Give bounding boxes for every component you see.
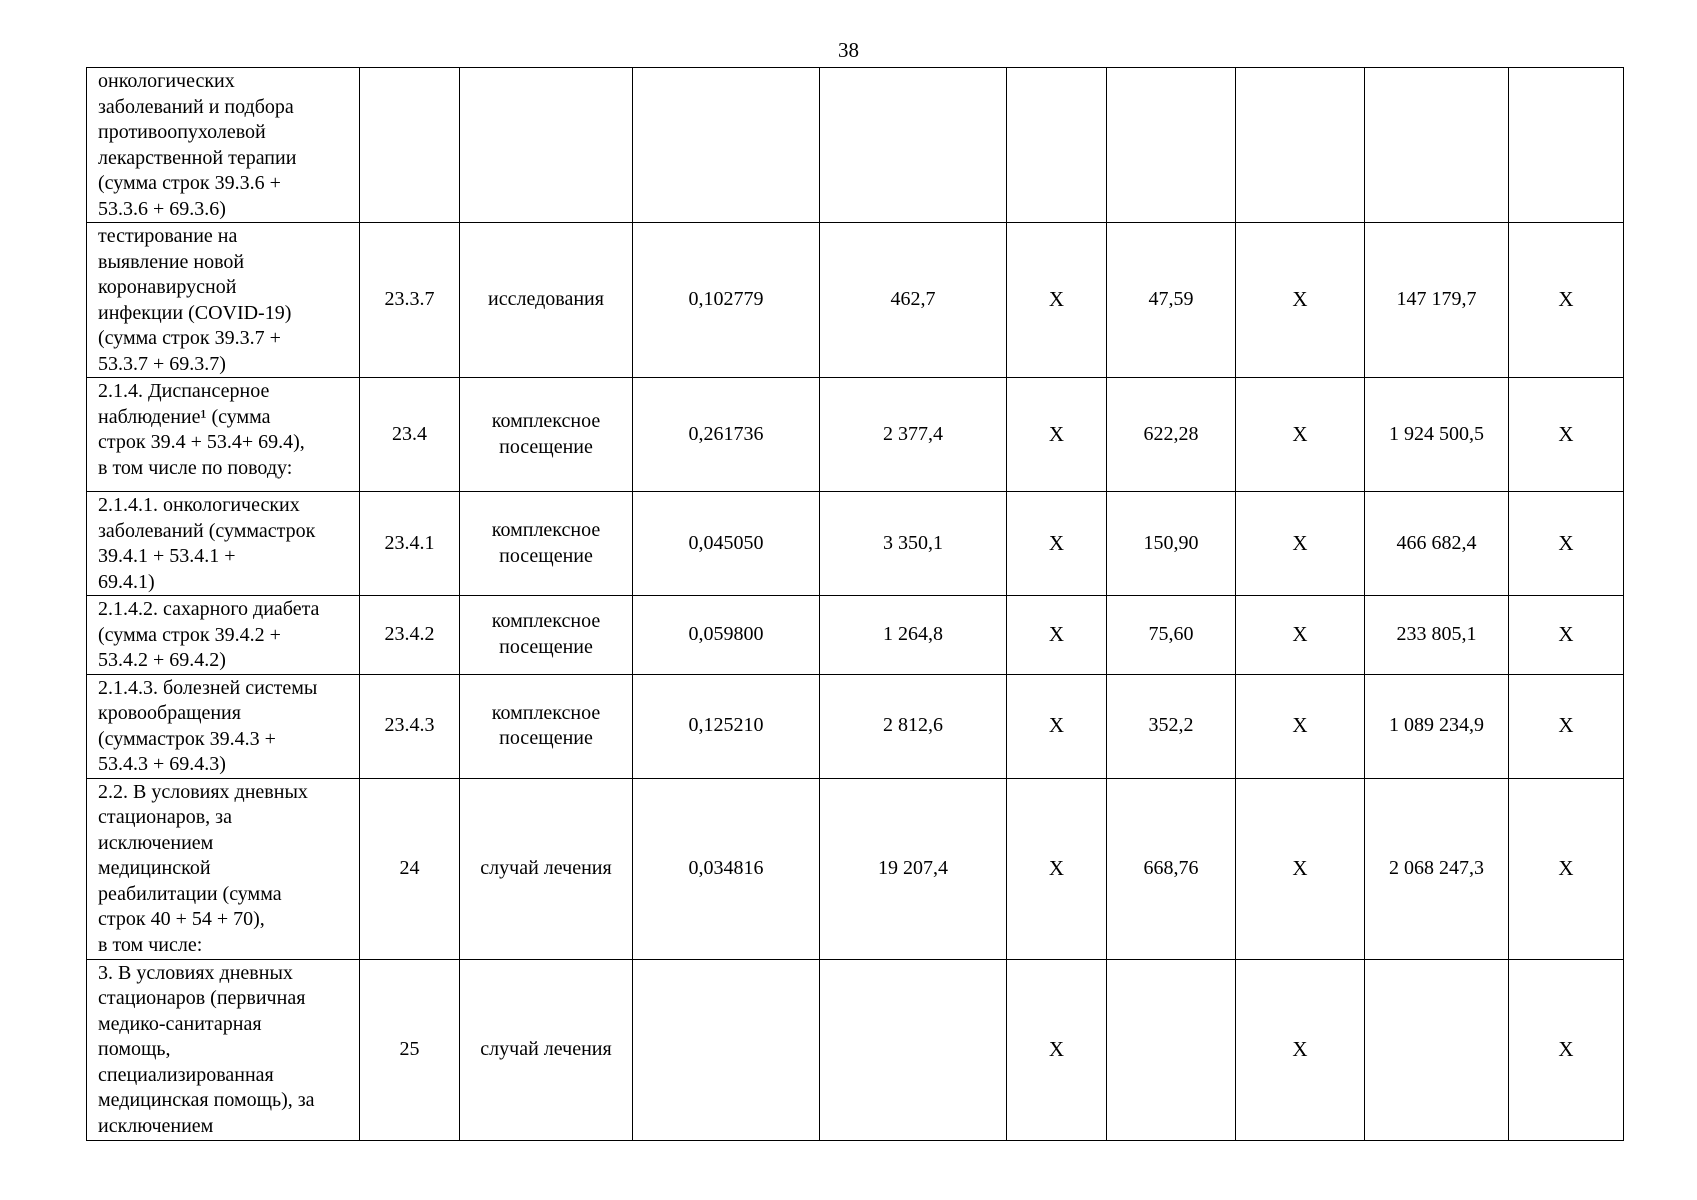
row-col8: X	[1236, 959, 1365, 1140]
row-unit	[460, 68, 633, 223]
description-line: инфекции (COVID-19)	[98, 301, 292, 324]
row-code	[360, 68, 460, 223]
description-line: онкологических	[98, 70, 235, 92]
row-code: 23.4.3	[360, 674, 460, 778]
description-line: реабилитации (сумма	[98, 882, 282, 905]
description-line: наблюдение¹ (сумма	[98, 405, 271, 428]
row-norm: 0,125210	[633, 674, 820, 778]
row-description	[87, 492, 360, 596]
row-unit	[460, 596, 633, 675]
row-col6: X	[1007, 778, 1107, 959]
description-line: специализированная	[98, 1063, 274, 1086]
description-line: строк 40 + 54 + 70),	[98, 908, 265, 930]
row-col8: X	[1236, 778, 1365, 959]
row-description	[87, 959, 360, 1140]
row-description	[87, 596, 360, 675]
row-col7: 47,59	[1107, 223, 1236, 378]
row-code: 23.4.2	[360, 596, 460, 675]
row-unit	[460, 959, 633, 1140]
row-col8: X	[1236, 674, 1365, 778]
table-row	[87, 674, 1624, 778]
description-line: коронавирусной	[98, 276, 237, 298]
row-description	[87, 223, 360, 378]
row-col7	[1107, 959, 1236, 1140]
row-unit	[460, 223, 633, 378]
row-description	[87, 68, 360, 223]
row-cost: 19 207,4	[820, 778, 1007, 959]
row-col8: X	[1236, 223, 1365, 378]
description-line: 53.3.6 + 69.3.6)	[98, 197, 226, 220]
row-cost: 462,7	[820, 223, 1007, 378]
row-col6: X	[1007, 223, 1107, 378]
row-col10: X	[1509, 378, 1624, 492]
row-norm: 0,059800	[633, 596, 820, 675]
description-line: заболеваний (суммастрок	[98, 519, 316, 542]
row-col8: X	[1236, 492, 1365, 596]
row-col6: X	[1007, 378, 1107, 492]
row-description	[87, 378, 360, 492]
table-row	[87, 378, 1624, 492]
row-unit	[460, 674, 633, 778]
unit-line: исследования	[488, 288, 604, 311]
row-col9: 147 179,7	[1365, 223, 1509, 378]
row-col7: 622,28	[1107, 378, 1236, 492]
row-code: 23.3.7	[360, 223, 460, 378]
row-cost: 2 812,6	[820, 674, 1007, 778]
description-line: 3. В условиях дневных	[98, 961, 293, 984]
description-line: (сумма строк 39.3.6 +	[98, 172, 281, 194]
description-line: 39.4.1 + 53.4.1 +	[98, 545, 236, 567]
row-col10: X	[1509, 778, 1624, 959]
description-line: медицинской	[98, 857, 211, 879]
page-number: 38	[838, 38, 859, 62]
row-norm: 0,045050	[633, 492, 820, 596]
row-col10: X	[1509, 959, 1624, 1140]
row-col6	[1007, 68, 1107, 223]
table-row	[87, 959, 1624, 1140]
unit-line: комплексное	[491, 610, 601, 633]
description-line: исключением	[98, 1114, 214, 1137]
unit-line: комплексное	[491, 701, 601, 724]
row-col10: X	[1509, 492, 1624, 596]
description-line: 53.4.2 + 69.4.2)	[98, 649, 226, 671]
row-col10: X	[1509, 596, 1624, 675]
row-col8: X	[1236, 596, 1365, 675]
unit-line: комплексное	[491, 410, 601, 432]
row-col8	[1236, 68, 1365, 223]
description-line: 2.2. В условиях дневных	[98, 780, 308, 803]
row-col7	[1107, 68, 1236, 223]
row-col7: 75,60	[1107, 596, 1236, 675]
row-col6: X	[1007, 959, 1107, 1140]
description-line: 2.1.4.3. болезней системы	[98, 676, 318, 699]
row-col9: 1 924 500,5	[1365, 378, 1509, 492]
row-col10: X	[1509, 223, 1624, 378]
row-col6: X	[1007, 674, 1107, 778]
description-line: 2.1.4. Диспансерное	[98, 380, 270, 402]
table-row	[87, 68, 1624, 223]
row-code: 24	[360, 778, 460, 959]
row-norm: 0,034816	[633, 778, 820, 959]
description-line: заболеваний и подбора	[98, 95, 294, 118]
description-line: стационаров, за	[98, 806, 232, 828]
row-cost: 2 377,4	[820, 378, 1007, 492]
unit-line: посещение	[499, 635, 593, 658]
row-col9: 233 805,1	[1365, 596, 1509, 675]
data-table	[86, 67, 1624, 1141]
description-line: медицинская помощь), за	[98, 1089, 315, 1111]
row-code: 25	[360, 959, 460, 1140]
description-line: 2.1.4.2. сахарного диабета	[98, 598, 320, 620]
description-line: лекарственной терапии	[98, 146, 297, 169]
row-norm	[633, 959, 820, 1140]
row-description	[87, 778, 360, 959]
row-cost	[820, 959, 1007, 1140]
unit-line: посещение	[499, 544, 593, 567]
table-row	[87, 596, 1624, 675]
row-col7: 150,90	[1107, 492, 1236, 596]
row-cost: 3 350,1	[820, 492, 1007, 596]
row-norm: 0,261736	[633, 378, 820, 492]
description-line: строк 39.4 + 53.4+ 69.4),	[98, 431, 305, 453]
row-col8: X	[1236, 378, 1365, 492]
row-unit	[460, 778, 633, 959]
description-line: помощь,	[98, 1038, 171, 1060]
unit-line: посещение	[499, 727, 593, 749]
description-line: (суммастрок 39.4.3 +	[98, 727, 276, 750]
row-col10: X	[1509, 674, 1624, 778]
description-line: исключением	[98, 831, 214, 854]
description-line: в том числе:	[98, 933, 203, 956]
row-col7: 352,2	[1107, 674, 1236, 778]
table-row	[87, 492, 1624, 596]
row-cost	[820, 68, 1007, 223]
description-line: выявление новой	[98, 250, 245, 273]
unit-line: посещение	[499, 435, 593, 458]
row-norm	[633, 68, 820, 223]
row-unit	[460, 492, 633, 596]
description-line: в том числе по поводу:	[98, 456, 293, 479]
row-code: 23.4.1	[360, 492, 460, 596]
row-col7: 668,76	[1107, 778, 1236, 959]
description-line: медико-санитарная	[98, 1012, 262, 1035]
unit-line: комплексное	[491, 519, 601, 541]
unit-line: случай лечения	[480, 856, 612, 879]
description-line: (сумма строк 39.3.7 +	[98, 327, 281, 349]
row-col6: X	[1007, 492, 1107, 596]
description-line: 2.1.4.1. онкологических	[98, 494, 300, 516]
table-row	[87, 223, 1624, 378]
row-col9	[1365, 959, 1509, 1140]
description-line: противоопухолевой	[98, 121, 266, 143]
row-col9	[1365, 68, 1509, 223]
row-unit	[460, 378, 633, 492]
row-col9: 1 089 234,9	[1365, 674, 1509, 778]
row-description	[87, 674, 360, 778]
description-line: 69.4.1)	[98, 570, 155, 593]
row-col10	[1509, 68, 1624, 223]
row-code: 23.4	[360, 378, 460, 492]
table-row	[87, 778, 1624, 959]
description-line: (сумма строк 39.4.2 +	[98, 623, 281, 646]
row-norm: 0,102779	[633, 223, 820, 378]
row-col9: 466 682,4	[1365, 492, 1509, 596]
row-col6: X	[1007, 596, 1107, 675]
description-line: 53.3.7 + 69.3.7)	[98, 352, 226, 375]
description-line: тестирование на	[98, 225, 238, 247]
row-col9: 2 068 247,3	[1365, 778, 1509, 959]
description-line: кровообращения	[98, 702, 241, 724]
row-cost: 1 264,8	[820, 596, 1007, 675]
unit-line: случай лечения	[480, 1037, 612, 1060]
description-line: стационаров (первичная	[98, 987, 306, 1009]
description-line: 53.4.3 + 69.4.3)	[98, 753, 226, 775]
